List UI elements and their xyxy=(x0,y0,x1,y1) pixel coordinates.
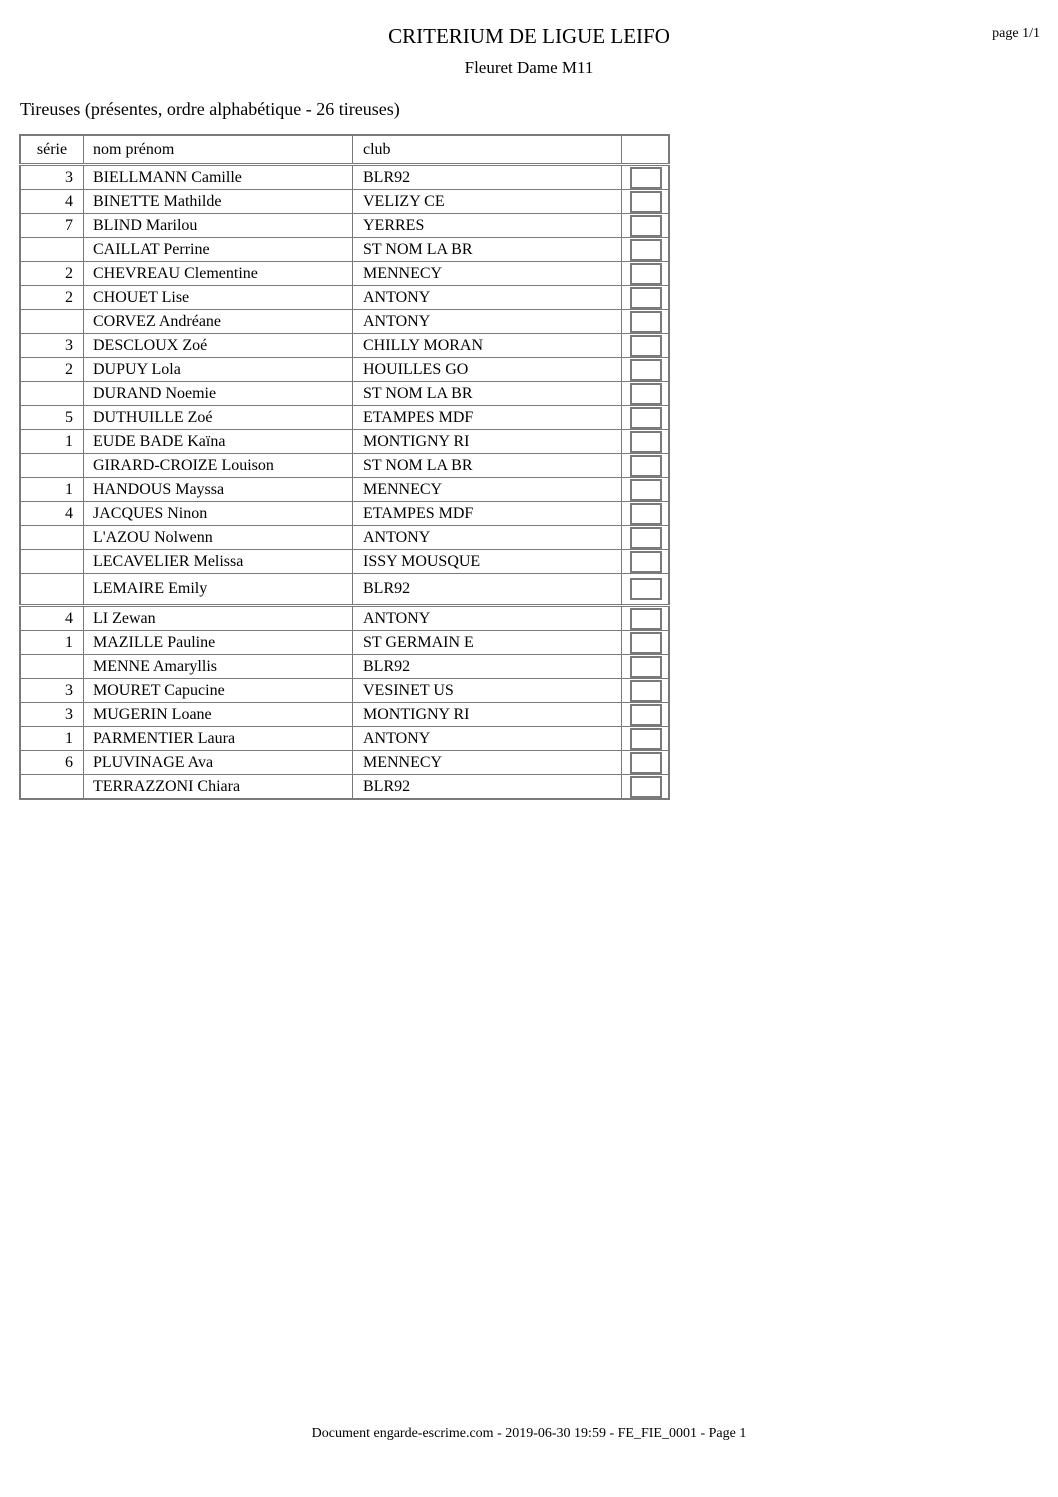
presence-checkbox[interactable] xyxy=(630,503,662,525)
club-cell: BLR92 xyxy=(353,574,622,606)
presence-checkbox[interactable] xyxy=(630,431,662,453)
serie-cell xyxy=(20,454,84,478)
table-row xyxy=(20,165,669,190)
serie-cell: 4 xyxy=(20,190,84,214)
club-cell: BLR92 xyxy=(353,655,622,679)
serie-cell: 5 xyxy=(20,406,84,430)
name-cell: BIELLMANN Camille xyxy=(84,165,353,190)
presence-checkbox[interactable] xyxy=(630,551,662,573)
check-cell xyxy=(622,454,670,478)
serie-cell: 1 xyxy=(20,727,84,751)
presence-checkbox[interactable] xyxy=(630,335,662,357)
serie-cell xyxy=(20,238,84,262)
name-cell: BLIND Marilou xyxy=(84,214,353,238)
club-cell: BLR92 xyxy=(353,775,622,800)
name-cell: EUDE BADE Kaïna xyxy=(84,430,353,454)
name-cell: DUPUY Lola xyxy=(84,358,353,382)
serie-cell: 2 xyxy=(20,262,84,286)
presence-checkbox[interactable] xyxy=(630,632,662,654)
presence-checkbox[interactable] xyxy=(630,479,662,501)
check-cell xyxy=(622,478,670,502)
name-cell: DURAND Noemie xyxy=(84,382,353,406)
presence-checkbox[interactable] xyxy=(630,239,662,261)
table-row xyxy=(20,382,669,406)
presence-checkbox[interactable] xyxy=(630,287,662,309)
serie-cell: 1 xyxy=(20,478,84,502)
club-cell: MONTIGNY RI xyxy=(353,703,622,727)
club-cell: ANTONY xyxy=(353,606,622,631)
club-cell: ANTONY xyxy=(353,727,622,751)
name-cell: LEMAIRE Emily xyxy=(84,574,353,606)
serie-cell: 1 xyxy=(20,631,84,655)
presence-checkbox[interactable] xyxy=(630,527,662,549)
table-row xyxy=(20,550,669,574)
serie-cell: 3 xyxy=(20,703,84,727)
presence-checkbox[interactable] xyxy=(630,680,662,702)
table-row xyxy=(20,406,669,430)
fencers-table xyxy=(19,134,670,800)
check-cell xyxy=(622,190,670,214)
name-cell: DESCLOUX Zoé xyxy=(84,334,353,358)
name-cell: MUGERIN Loane xyxy=(84,703,353,727)
club-cell: ST NOM LA BR xyxy=(353,382,622,406)
presence-checkbox[interactable] xyxy=(630,728,662,750)
presence-checkbox[interactable] xyxy=(630,359,662,381)
table-row xyxy=(20,478,669,502)
check-cell xyxy=(622,358,670,382)
presence-checkbox[interactable] xyxy=(630,407,662,429)
club-cell: CHILLY MORAN xyxy=(353,334,622,358)
presence-checkbox[interactable] xyxy=(630,383,662,405)
club-cell: ANTONY xyxy=(353,286,622,310)
serie-cell: 7 xyxy=(20,214,84,238)
presence-checkbox[interactable] xyxy=(630,608,662,630)
check-cell xyxy=(622,655,670,679)
name-cell: CORVEZ Andréane xyxy=(84,310,353,334)
table-row xyxy=(20,190,669,214)
club-cell: MENNECY xyxy=(353,751,622,775)
serie-cell: 2 xyxy=(20,358,84,382)
table-row xyxy=(20,526,669,550)
serie-cell: 6 xyxy=(20,751,84,775)
name-cell: PARMENTIER Laura xyxy=(84,727,353,751)
check-cell xyxy=(622,262,670,286)
page-footer: Document engarde-escrime.com - 2019-06-30 19:59 - FE_FIE_0001 - Page 1 xyxy=(311,1426,747,1441)
table-row xyxy=(20,703,669,727)
presence-checkbox[interactable] xyxy=(630,752,662,774)
document-subtitle: Fleuret Dame M11 xyxy=(464,58,594,77)
serie-cell: 4 xyxy=(20,606,84,631)
club-cell: VESINET US xyxy=(353,679,622,703)
column-header-serie: série xyxy=(20,135,84,165)
name-cell: MENNE Amaryllis xyxy=(84,655,353,679)
club-cell: MENNECY xyxy=(353,262,622,286)
club-cell: BLR92 xyxy=(353,165,622,190)
table-row xyxy=(20,214,669,238)
name-cell: DUTHUILLE Zoé xyxy=(84,406,353,430)
club-cell: YERRES xyxy=(353,214,622,238)
presence-checkbox[interactable] xyxy=(630,776,662,798)
check-cell xyxy=(622,382,670,406)
presence-checkbox[interactable] xyxy=(630,455,662,477)
club-cell: ST GERMAIN E xyxy=(353,631,622,655)
serie-cell xyxy=(20,775,84,800)
presence-checkbox[interactable] xyxy=(630,578,662,600)
club-cell: ST NOM LA BR xyxy=(353,454,622,478)
name-cell: L'AZOU Nolwenn xyxy=(84,526,353,550)
presence-checkbox[interactable] xyxy=(630,191,662,213)
serie-cell: 3 xyxy=(20,165,84,190)
name-cell: CAILLAT Perrine xyxy=(84,238,353,262)
table-row xyxy=(20,262,669,286)
check-cell xyxy=(622,430,670,454)
serie-cell: 3 xyxy=(20,679,84,703)
name-cell: PLUVINAGE Ava xyxy=(84,751,353,775)
table-row xyxy=(20,310,669,334)
check-cell xyxy=(622,286,670,310)
club-cell: ANTONY xyxy=(353,310,622,334)
table-row xyxy=(20,574,669,606)
club-cell: ETAMPES MDF xyxy=(353,406,622,430)
check-cell xyxy=(622,679,670,703)
check-cell xyxy=(622,751,670,775)
name-cell: CHOUET Lise xyxy=(84,286,353,310)
serie-cell xyxy=(20,310,84,334)
check-cell xyxy=(622,574,670,606)
check-cell xyxy=(622,310,670,334)
check-cell xyxy=(622,214,670,238)
table-row xyxy=(20,238,669,262)
serie-cell xyxy=(20,655,84,679)
check-cell xyxy=(622,606,670,631)
check-cell xyxy=(622,703,670,727)
serie-cell xyxy=(20,550,84,574)
club-cell: MENNECY xyxy=(353,478,622,502)
document-title: CRITERIUM DE LIGUE LEIFO xyxy=(388,24,670,48)
presence-checkbox[interactable] xyxy=(630,704,662,726)
check-cell xyxy=(622,631,670,655)
table-row xyxy=(20,502,669,526)
list-title: Tireuses (présentes, ordre alphabétique - 26 tireuses) xyxy=(20,99,400,119)
check-cell xyxy=(622,550,670,574)
table-row xyxy=(20,775,669,800)
page-number: page 1/1 xyxy=(992,26,1040,41)
club-cell: ST NOM LA BR xyxy=(353,238,622,262)
presence-checkbox[interactable] xyxy=(630,311,662,333)
club-cell: HOUILLES GO xyxy=(353,358,622,382)
presence-checkbox[interactable] xyxy=(630,215,662,237)
presence-checkbox[interactable] xyxy=(630,167,662,189)
table-row xyxy=(20,358,669,382)
check-cell xyxy=(622,775,670,800)
check-cell xyxy=(622,406,670,430)
table-row xyxy=(20,286,669,310)
table-row xyxy=(20,751,669,775)
table-row xyxy=(20,334,669,358)
serie-cell: 4 xyxy=(20,502,84,526)
column-header-club: club xyxy=(353,135,622,165)
name-cell: CHEVREAU Clementine xyxy=(84,262,353,286)
table-row xyxy=(20,655,669,679)
check-cell xyxy=(622,727,670,751)
name-cell: MOURET Capucine xyxy=(84,679,353,703)
table-row xyxy=(20,727,669,751)
table-row xyxy=(20,454,669,478)
name-cell: LECAVELIER Melissa xyxy=(84,550,353,574)
serie-cell xyxy=(20,526,84,550)
name-cell: JACQUES Ninon xyxy=(84,502,353,526)
name-cell: MAZILLE Pauline xyxy=(84,631,353,655)
check-cell xyxy=(622,238,670,262)
club-cell: ISSY MOUSQUE xyxy=(353,550,622,574)
presence-checkbox[interactable] xyxy=(630,263,662,285)
name-cell: HANDOUS Mayssa xyxy=(84,478,353,502)
club-cell: ANTONY xyxy=(353,526,622,550)
serie-cell: 2 xyxy=(20,286,84,310)
serie-cell: 3 xyxy=(20,334,84,358)
serie-cell xyxy=(20,382,84,406)
check-cell xyxy=(622,334,670,358)
column-header-name: nom prénom xyxy=(84,135,353,165)
name-cell: TERRAZZONI Chiara xyxy=(84,775,353,800)
table-header-row xyxy=(20,135,669,165)
club-cell: MONTIGNY RI xyxy=(353,430,622,454)
club-cell: ETAMPES MDF xyxy=(353,502,622,526)
name-cell: BINETTE Mathilde xyxy=(84,190,353,214)
column-header-check xyxy=(622,135,670,165)
table-row xyxy=(20,631,669,655)
name-cell: GIRARD-CROIZE Louison xyxy=(84,454,353,478)
table-row xyxy=(20,430,669,454)
name-cell: LI Zewan xyxy=(84,606,353,631)
table-row xyxy=(20,679,669,703)
check-cell xyxy=(622,526,670,550)
check-cell xyxy=(622,502,670,526)
check-cell xyxy=(622,165,670,190)
club-cell: VELIZY CE xyxy=(353,190,622,214)
table-row xyxy=(20,606,669,631)
serie-cell xyxy=(20,574,84,606)
presence-checkbox[interactable] xyxy=(630,656,662,678)
serie-cell: 1 xyxy=(20,430,84,454)
